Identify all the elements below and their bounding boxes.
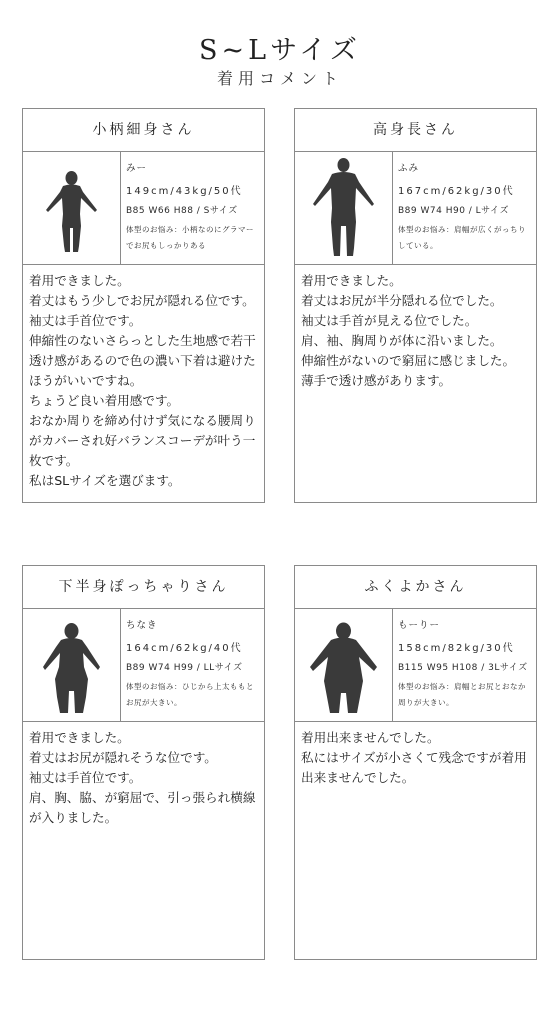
bust-waist-hip-size: B89 W74 H99 / LLサイズ xyxy=(126,663,243,673)
wear-comment: 着用できました。 着丈はもう少しでお尻が隠れる位です。袖丈は手首位です。 伸縮性のないさらっとした生地感で若干透け感があるので色の濃い下着は避けたほうがいいですね。 ちょうど良い着用感です。 おなか周りを締め付けず気になる腰周りがカバーされ好バランスコーデが叶う一枚です。 私はSLサイズを選びます。 xyxy=(29,273,256,488)
full-silhouette-icon xyxy=(295,609,392,721)
height-weight-age: 149cm/43kg/50代 xyxy=(126,186,243,197)
card-heading: 小柄細身さん xyxy=(23,109,264,152)
profile-section xyxy=(295,609,536,722)
model-card-full xyxy=(294,565,537,960)
bust-waist-hip-size: B85 W66 H88 / Sサイズ xyxy=(126,206,238,216)
wear-comment: 着用できました。 着丈はお尻が隠れそうな位です。 袖丈は手首位です。 肩、胸、脇、が窮屈で、引っ張られ横線が入りました。 xyxy=(29,730,256,825)
model-card-petite xyxy=(22,108,265,503)
body-concern: 体型のお悩み：ひじから上太ももとお尻が大きい。 xyxy=(126,682,254,707)
silhouette-frame xyxy=(295,152,393,264)
wear-comment: 着用できました。 着丈はお尻が半分隠れる位でした。 袖丈は手首が見える位でした。 肩、袖、胸周りが体に沿いました。 伸縮性がないので窮屈に感じました。 薄手で透け感があります。 xyxy=(301,273,516,388)
page-title: S~Lサイズ xyxy=(199,35,361,66)
profile-section xyxy=(23,609,264,722)
bust-waist-hip-size: B115 W95 H108 / 3Lサイズ xyxy=(398,663,528,673)
card-heading: 下半身ぽっちゃりさん xyxy=(23,566,264,609)
body-concern: 体型のお悩み：肩幅とお尻とおなか周りが大きい。 xyxy=(398,682,526,707)
body-concern: 体型のお悩み：肩幅が広くがっちりしている。 xyxy=(398,225,526,250)
page-subtitle: 着用コメント xyxy=(216,69,343,88)
pear-silhouette-icon xyxy=(23,609,120,721)
wear-comment: 着用出来ませんでした。 私にはサイズが小さくて残念ですが着用出来ませんでした。 xyxy=(301,730,527,785)
tall-silhouette-icon xyxy=(295,152,392,264)
model-name: ふみ xyxy=(398,163,420,174)
profile-section xyxy=(23,152,264,265)
slim-silhouette-icon xyxy=(23,152,120,264)
model-name: もーりー xyxy=(398,620,441,631)
profile-section xyxy=(295,152,536,265)
bust-waist-hip-size: B89 W74 H90 / Lサイズ xyxy=(398,206,509,216)
card-heading: 高身長さん xyxy=(295,109,536,152)
height-weight-age: 158cm/82kg/30代 xyxy=(398,643,515,654)
model-name: みー xyxy=(126,163,148,174)
model-name: ちなき xyxy=(126,620,158,631)
silhouette-frame xyxy=(23,609,121,721)
height-weight-age: 164cm/62kg/40代 xyxy=(126,643,243,654)
height-weight-age: 167cm/62kg/30代 xyxy=(398,186,515,197)
model-card-pear xyxy=(22,565,265,960)
silhouette-frame xyxy=(295,609,393,721)
body-concern: 体型のお悩み：小柄なのにグラマーでお尻もしっかりある xyxy=(126,225,254,250)
silhouette-frame xyxy=(23,152,121,264)
model-card-tall xyxy=(294,108,537,503)
card-heading: ふくよかさん xyxy=(295,566,536,609)
